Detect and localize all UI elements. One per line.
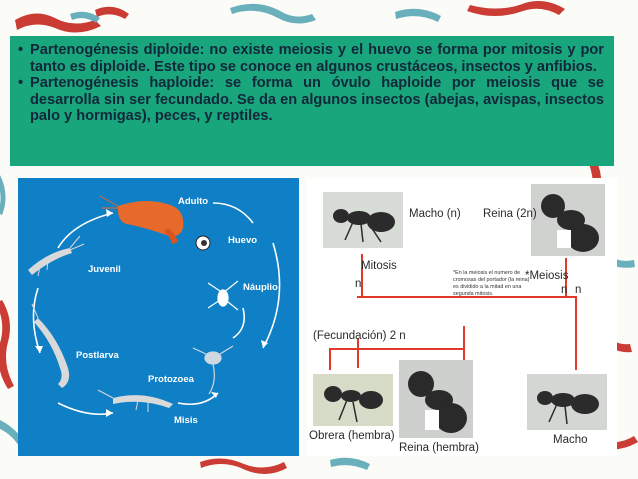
meiosis-note: *En la meiosis el numero de cromosas del portador (la reina) es dividido a la mitad en una segunda mitosis.: [453, 270, 530, 297]
stage-label-huevo: Huevo: [228, 235, 258, 246]
label-macho: Macho: [553, 434, 588, 446]
bullet-diploid: [18, 42, 604, 75]
connector-line: [357, 338, 359, 368]
male-ant-photo: [323, 192, 403, 248]
protozoea-icon: [193, 346, 233, 394]
stage-label-nauplio: Náuplio: [243, 282, 278, 293]
connector-line: [329, 348, 465, 350]
connector-line: [463, 326, 465, 360]
mysis-icon: [98, 390, 173, 412]
adult-shrimp-icon: [100, 196, 183, 244]
label-reina-2n: Reina (2n): [483, 208, 537, 220]
bullet-haploid: [18, 75, 604, 125]
connector-line: [565, 296, 577, 298]
connector-line: [575, 298, 577, 370]
label-obrera: Obrera (hembra): [309, 430, 395, 442]
stage-label-misis: Misis: [174, 415, 198, 426]
label-meiosis: *Meiosis: [525, 270, 569, 282]
queen-ant-photo: [531, 184, 605, 256]
bullet-text: Partenogénesis diploide: no existe meiosis y el huevo se forma por mitosis y por tanto es diploide. Este tipo se conoce en algunos crustáceos, insectos y anfibios.: [30, 42, 604, 75]
bullet-text: Partenogénesis haploide: se forma un óvulo haploide por meiosis que se desarrolla sin ser fecundado. Se da en algunos insectos (abejas, avispas, insectos palo y hormigas), peces, y reptiles.: [30, 75, 604, 125]
stage-label-adulto: Adulto: [178, 196, 209, 207]
stage-label-postlarva: Postlarva: [76, 350, 119, 361]
stage-label-protozoea: Protozoea: [148, 374, 194, 385]
label-reina-hembra: Reina (hembra): [399, 442, 479, 454]
nauplius-icon: [208, 281, 238, 310]
explanation-box: [10, 36, 614, 166]
label-meiosis-n2: n: [575, 284, 582, 296]
queen-female-ant-photo: [399, 360, 473, 438]
stage-label-juvenil: Juvenil: [88, 264, 121, 275]
label-fecundacion: (Fecundación) 2 n: [313, 330, 406, 342]
label-mitosis: Mitosis: [361, 260, 397, 272]
label-mitosis-n: n: [355, 278, 362, 290]
juvenile-icon: [28, 236, 84, 276]
male-ant-offspring-photo: [527, 374, 607, 430]
bullet-marker: •: [18, 42, 24, 58]
connector-line: [329, 348, 331, 370]
label-meiosis-n1: n: [561, 284, 568, 296]
life-cycle-drawing: [18, 178, 299, 456]
bullet-marker: •: [18, 75, 24, 92]
shrimp-life-cycle-diagram: [18, 178, 299, 456]
label-macho-n: Macho (n): [409, 208, 461, 220]
ant-genetics-diagram: [307, 178, 617, 456]
worker-ant-photo: [313, 374, 393, 426]
